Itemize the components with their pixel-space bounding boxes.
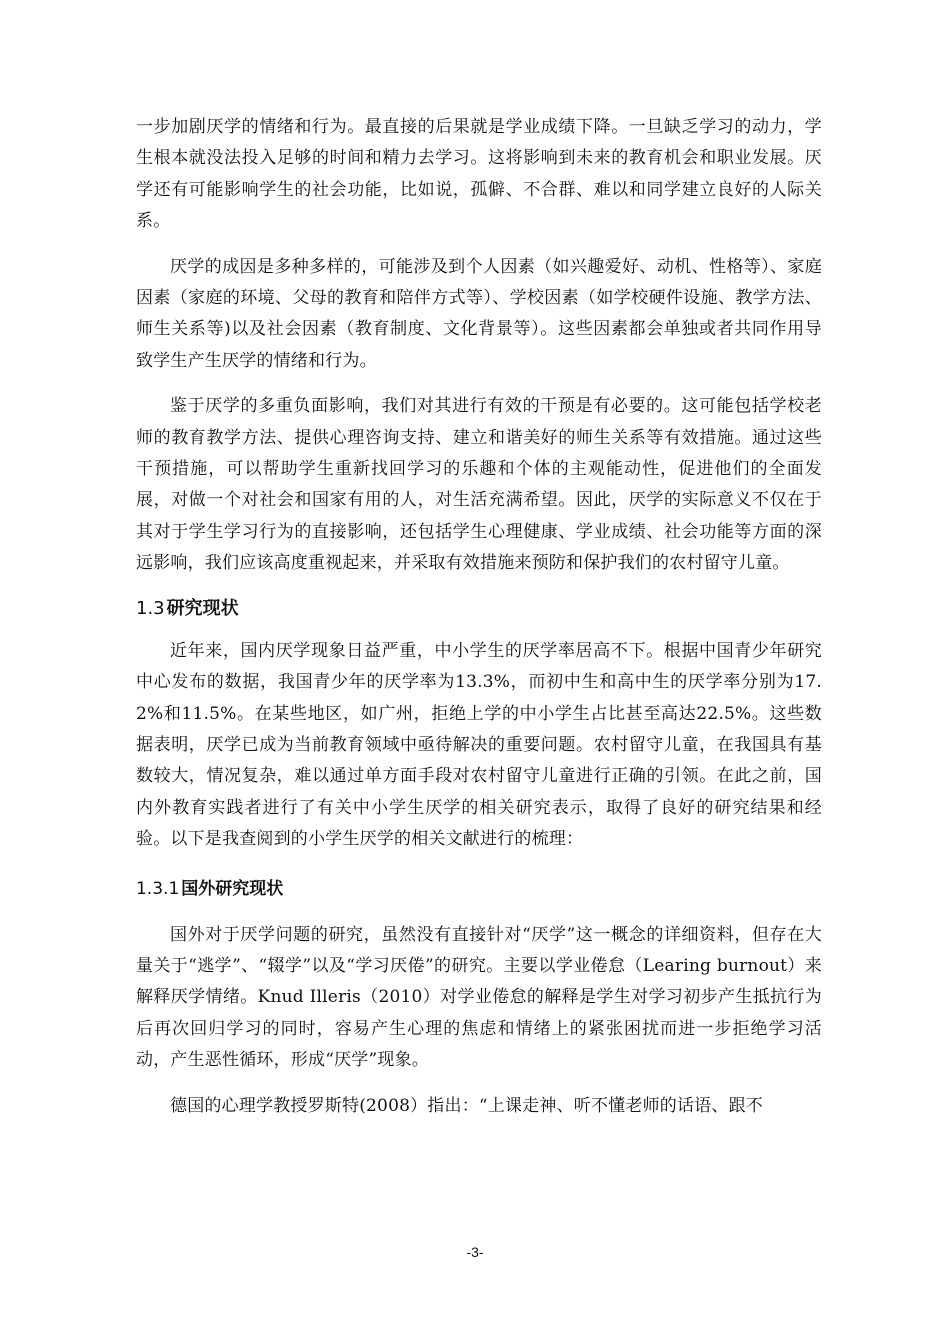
page-body [136,112,822,1136]
paragraph-foreign-research: 国外对于厌学问题的研究，虽然没有直接针对“厌学”这一概念的详细资料，但存在大量关于“逃学”、“辍学”以及“学习厌倦”的研究。主要以学业倦怠（Learing burnout）来解释厌学情绪。Knud Illeris（2010）对学业倦怠的解释是学生对学习初步产生抵抗行为后再次回归学习的同时，容易产生心理的焦虑和情绪上的紧张困扰而进一步拒绝学习活动，产生恶性循环，形成“厌学”现象。 [136,924,822,1071]
section-heading-1-3-1 [136,874,822,904]
section-heading-1-3 [136,594,822,624]
section-title: 国外研究现状 [181,878,284,899]
paragraph-domestic-status: 近年来，国内厌学现象日益严重，中小学生的厌学率居高不下。根据中国青少年研究中心发布的数据，我国青少年的厌学率为13.3%，而初中生和高中生的厌学率分别为17.2%和11.5%。在某些地区，如广州，拒绝上学的中小学生占比甚至高达22.5%。这些数据表明，厌学已成为当前教育领域中亟待解决的重要问题。农村留守儿童，在我国具有基数较大，情况复杂，难以通过单方面手段对农村留守儿童进行正确的引领。在此之前，国内外教育实践者进行了有关中小学生厌学的相关研究表示，取得了良好的研究结果和经验。以下是我查阅到的小学生厌学的相关文献进行的梳理： [136,640,822,850]
paragraph-causes: 厌学的成因是多种多样的，可能涉及到个人因素（如兴趣爱好、动机、性格等）、家庭因素（家庭的环境、父母的教育和陪伴方式等）、学校因素（如学校硬件设施、教学方法、师生关系等)以及社会因素（教育制度、文化背景等）。这些因素都会单独或者共同作用导致学生产生厌学的情绪和行为。 [136,256,822,371]
section-number: 1.3 [136,597,165,619]
section-title: 研究现状 [166,597,239,619]
section-number: 1.3.1 [136,878,180,899]
paragraph-intervention: 鉴于厌学的多重负面影响，我们对其进行有效的干预是有必要的。这可能包括学校老师的教育教学方法、提供心理咨询支持、建立和谐美好的师生关系等有效措施。通过这些干预措施，可以帮助学生重新找回学习的乐趣和个体的主观能动性，促进他们的全面发展，对做一个对社会和国家有用的人，对生活充满希望。因此，厌学的实际意义不仅在于其对于学生学习行为的直接影响，还包括学生心理健康、学业成绩、社会功能等方面的深远影响，我们应该高度重视起来，并采取有效措施来预防和保护我们的农村留守儿童。 [136,396,822,574]
page-number: -3- [466,1244,484,1260]
paragraph-continuation: 一步加剧厌学的情绪和行为。最直接的后果就是学业成绩下降。一旦缺乏学习的动力，学生根本就没法投入足够的时间和精力去学习。这将影响到未来的教育机会和职业发展。厌学还有可能影响学生的社会功能，比如说，孤僻、不合群、难以和同学建立良好的人际关系。 [136,117,822,232]
paragraph-rost-quote: 德国的心理学教授罗斯特(2008）指出：“上课走神、听不懂老师的话语、跟不 [170,1095,763,1116]
